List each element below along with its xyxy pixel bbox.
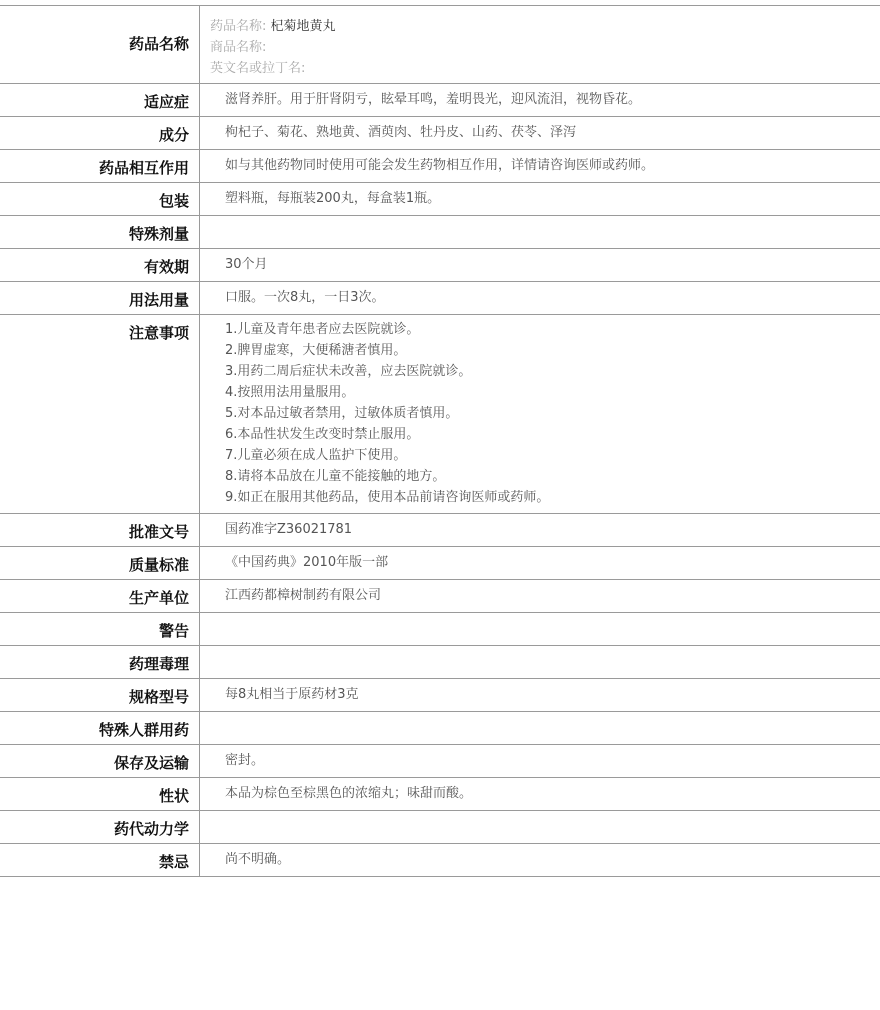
generic-name-key: 药品名称: xyxy=(210,19,267,34)
row-storage xyxy=(0,744,880,777)
list-item: 1.儿童及青年患者应去医院就诊。 xyxy=(225,322,420,337)
trade-name-key: 商品名称: xyxy=(210,40,267,55)
list-item: 9.如正在服用其他药品，使用本品前请咨询医师或药师。 xyxy=(225,490,550,505)
row-package xyxy=(0,182,880,215)
row-pharmacology xyxy=(0,645,880,678)
row-value: 每8丸相当于原药材3克 xyxy=(225,687,359,702)
row-value: 《中国药典》2010年版一部 xyxy=(225,555,389,570)
drug-name-block xyxy=(200,6,880,83)
row-warning xyxy=(0,612,880,645)
row-shelf-life xyxy=(0,248,880,281)
row-value: 尚不明确。 xyxy=(225,852,291,867)
row-label: 批准文号 xyxy=(0,514,200,546)
row-label: 药品名称 xyxy=(0,6,200,83)
row-label: 成分 xyxy=(0,117,200,149)
row-special-dosage xyxy=(0,215,880,248)
precautions-list xyxy=(200,315,880,513)
row-quality-standard xyxy=(0,546,880,579)
row-label: 质量标准 xyxy=(0,547,200,579)
list-item: 4.按照用法用量服用。 xyxy=(225,385,355,400)
row-indications xyxy=(0,83,880,116)
row-dosage xyxy=(0,281,880,314)
row-label: 适应症 xyxy=(0,84,200,116)
list-item: 7.儿童必须在成人监护下使用。 xyxy=(225,448,407,463)
row-precautions xyxy=(0,314,880,513)
row-label: 用法用量 xyxy=(0,282,200,314)
row-value xyxy=(200,216,880,248)
row-value: 30个月 xyxy=(225,257,268,272)
list-item: 8.请将本品放在儿童不能接触的地方。 xyxy=(225,469,446,484)
list-item: 5.对本品过敏者禁用，过敏体质者慎用。 xyxy=(225,406,459,421)
row-value xyxy=(200,646,880,678)
row-label: 性状 xyxy=(0,778,200,810)
row-special-population xyxy=(0,711,880,744)
row-label: 警告 xyxy=(0,613,200,645)
row-value: 塑料瓶，每瓶装200丸，每盒装1瓶。 xyxy=(225,191,441,206)
row-description xyxy=(0,777,880,810)
list-item: 2.脾胃虚寒，大便稀溏者慎用。 xyxy=(225,343,407,358)
row-value: 滋肾养肝。用于肝肾阴亏，眩晕耳鸣，羞明畏光，迎风流泪，视物昏花。 xyxy=(225,92,642,107)
row-value: 江西药都樟树制药有限公司 xyxy=(225,588,382,603)
row-value: 如与其他药物同时使用可能会发生药物相互作用，详情请咨询医师或药师。 xyxy=(225,158,655,173)
row-specification xyxy=(0,678,880,711)
row-label: 药品相互作用 xyxy=(0,150,200,182)
row-pharmacokinetics xyxy=(0,810,880,843)
row-label: 包装 xyxy=(0,183,200,215)
row-label: 禁忌 xyxy=(0,844,200,876)
row-ingredients xyxy=(0,116,880,149)
row-label: 特殊剂量 xyxy=(0,216,200,248)
row-drug-name xyxy=(0,5,880,83)
list-item: 3.用药二周后症状未改善，应去医院就诊。 xyxy=(225,364,472,379)
row-label: 药代动力学 xyxy=(0,811,200,843)
row-value: 枸杞子、菊花、熟地黄、酒萸肉、牡丹皮、山药、茯苓、泽泻 xyxy=(225,125,577,140)
row-value: 口服。一次8丸，一日3次。 xyxy=(225,290,385,305)
row-label: 保存及运输 xyxy=(0,745,200,777)
row-value: 国药准字Z36021781 xyxy=(225,522,353,537)
row-label: 生产单位 xyxy=(0,580,200,612)
english-name-key: 英文名或拉丁名: xyxy=(210,61,306,76)
row-label: 特殊人群用药 xyxy=(0,712,200,744)
row-value xyxy=(200,613,880,645)
list-item: 6.本品性状发生改变时禁止服用。 xyxy=(225,427,420,442)
row-interactions xyxy=(0,149,880,182)
row-value xyxy=(200,712,880,744)
row-contraindications xyxy=(0,843,880,877)
row-manufacturer xyxy=(0,579,880,612)
generic-name-value: 杞菊地黄丸 xyxy=(270,19,336,34)
row-approval-number xyxy=(0,513,880,546)
row-label: 有效期 xyxy=(0,249,200,281)
row-value: 本品为棕色至棕黑色的浓缩丸；味甜而酸。 xyxy=(225,786,473,801)
row-value: 密封。 xyxy=(225,753,265,768)
row-label: 注意事项 xyxy=(0,315,200,513)
row-value xyxy=(200,811,880,843)
row-label: 规格型号 xyxy=(0,679,200,711)
drug-info-table xyxy=(0,5,880,877)
row-label: 药理毒理 xyxy=(0,646,200,678)
